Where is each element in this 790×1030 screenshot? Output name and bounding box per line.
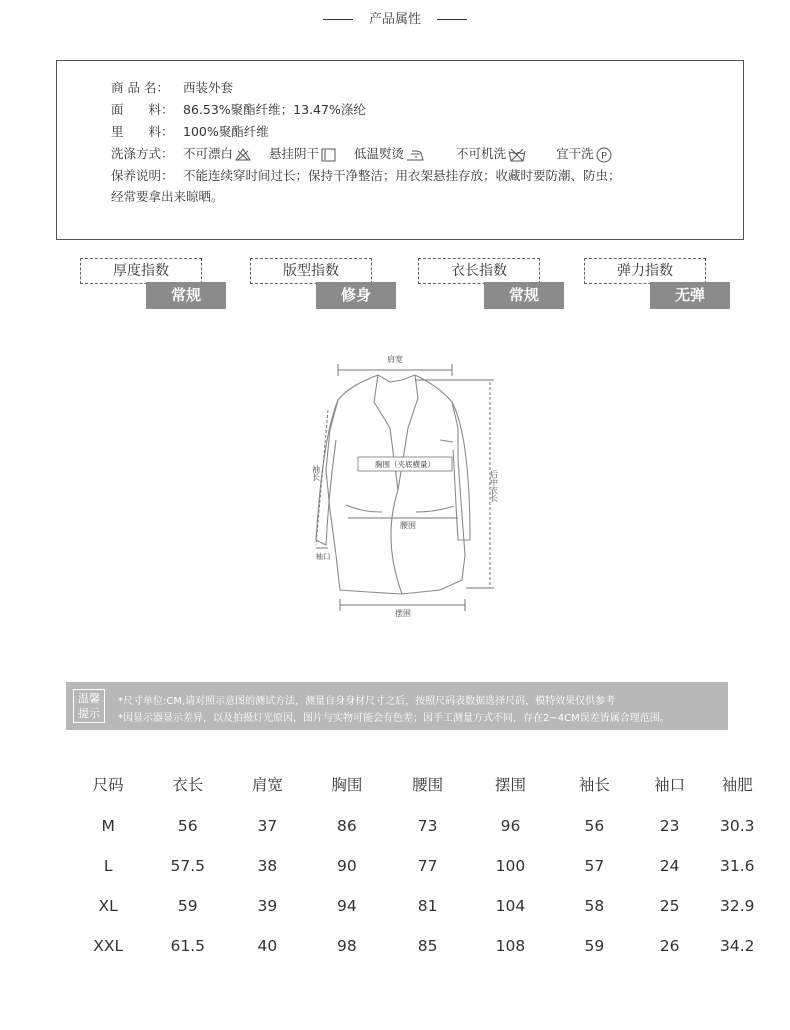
table-cell: 32.9	[720, 897, 755, 915]
size-row-xxl	[70, 926, 770, 966]
index-value: 修身	[316, 282, 396, 309]
table-cell: 59	[177, 897, 198, 915]
table-cell: 34.2	[720, 937, 755, 955]
hang-dry-icon	[321, 148, 336, 162]
attr-care-continued	[111, 187, 224, 207]
index-value: 常规	[146, 282, 226, 309]
table-cell: 81	[417, 897, 438, 915]
index-value: 无弹	[650, 282, 730, 309]
wash-item	[556, 144, 612, 164]
table-cell: 96	[500, 817, 521, 835]
size-row-l	[70, 846, 770, 886]
wash-item-text: 低温熨烫	[354, 146, 405, 161]
header-cell: 袖口	[654, 776, 686, 794]
table-cell: 86	[337, 817, 357, 835]
index-value: 常规	[484, 282, 564, 309]
attr-label: 商 品 名：	[111, 80, 169, 95]
wash-item	[183, 144, 251, 164]
table-cell: 39	[257, 897, 278, 915]
sleeve-label: 袖长	[311, 465, 321, 481]
attr-lining	[111, 122, 269, 142]
header-cell: 摆围	[494, 776, 526, 794]
size-table	[70, 762, 770, 966]
attr-shell-fabric	[111, 100, 366, 120]
attr-label: 保养说明：	[111, 168, 174, 183]
index-label: 厚度指数	[80, 258, 202, 284]
table-cell: 24	[659, 857, 680, 875]
table-cell: 25	[659, 897, 680, 915]
table-cell: 56	[177, 817, 198, 835]
table-cell: 94	[337, 897, 357, 915]
table-cell: 108	[495, 937, 526, 955]
table-cell: 26	[659, 937, 680, 955]
wash-item	[456, 144, 526, 164]
attr-value: 100%聚酯纤维	[183, 124, 269, 139]
table-cell: 90	[337, 857, 357, 875]
attr-wash-method	[111, 144, 630, 164]
header-cell: 胸围	[331, 776, 363, 794]
table-cell: 73	[417, 817, 438, 835]
tip-badge-bottom: 提示	[78, 707, 100, 720]
header-cell: 尺码	[92, 776, 124, 794]
garment-diagram	[290, 340, 520, 630]
attr-label: 里 料：	[111, 124, 174, 139]
low-iron-icon	[406, 149, 424, 161]
waist-label: 腰围	[400, 521, 416, 530]
table-cell: L	[103, 857, 113, 875]
index-length	[418, 258, 564, 314]
svg-text:P: P	[600, 150, 607, 162]
header-cell: 腰围	[412, 776, 444, 794]
header-cell: 袖长	[578, 776, 610, 794]
tip-line-2: *因显示器显示差异，以及拍摄灯光原因，图片与实物可能会有色差；因手工测量方式不同，存在2~4CM误差皆属合理范围。	[118, 713, 670, 724]
attr-label: 面 料：	[111, 102, 174, 117]
table-cell: 104	[495, 897, 526, 915]
size-table-header	[70, 762, 770, 806]
wash-item-text: 宜干洗	[556, 146, 594, 161]
attr-value: 经常要拿出来晾晒。	[111, 189, 224, 204]
tip-badge	[73, 689, 105, 723]
table-cell: 77	[417, 857, 438, 875]
section-title-text: 产品属性	[368, 12, 421, 27]
table-cell: 85	[417, 937, 438, 955]
index-label: 弹力指数	[584, 258, 706, 284]
section-title	[0, 8, 790, 27]
shoulder-label: 肩宽	[387, 355, 403, 364]
tip-line-1: *尺寸单位:CM,请对照示意图的测试方法，测量自身身材尺寸之后，按照尺码表数据选择尺码，模特效果仅供参考	[118, 696, 616, 707]
no-bleach-icon	[235, 148, 251, 161]
index-label: 衣长指数	[418, 258, 540, 284]
table-cell: 59	[584, 937, 605, 955]
table-cell: 57.5	[170, 857, 205, 875]
table-cell: 23	[659, 817, 680, 835]
attr-care-instructions	[111, 166, 621, 186]
index-label: 版型指数	[250, 258, 372, 284]
tip-bar	[66, 682, 728, 730]
jacket-outline	[316, 375, 470, 594]
size-row-m	[70, 806, 770, 846]
header-cell: 衣长	[172, 776, 204, 794]
index-elasticity	[584, 258, 730, 314]
table-cell: 31.6	[720, 857, 755, 875]
wash-item-text: 不可漂白	[183, 146, 234, 161]
table-cell: 56	[584, 817, 605, 835]
wash-item	[354, 144, 424, 164]
header-cell: 肩宽	[251, 776, 283, 794]
wash-item	[269, 144, 336, 164]
table-cell: 37	[257, 817, 278, 835]
table-cell: 58	[584, 897, 605, 915]
table-cell: 61.5	[170, 937, 205, 955]
attr-value: 86.53%聚酯纤维；13.47%涤纶	[183, 102, 366, 117]
attr-value: 不能连续穿时间过长；保持干净整洁；用衣架悬挂存放；收藏时要防潮、防虫；	[183, 168, 621, 183]
table-cell: 57	[584, 857, 605, 875]
shoulder-measure	[338, 364, 452, 376]
attributes-box	[56, 60, 744, 240]
size-row-xl	[70, 886, 770, 926]
hem-label: 摆围	[395, 609, 411, 618]
back-length-label: 后中衣长	[489, 470, 499, 502]
attr-value: 西装外套	[183, 80, 234, 95]
title-divider-left	[323, 19, 353, 20]
wash-item-text: 悬挂阴干	[269, 146, 320, 161]
table-cell: 98	[337, 937, 357, 955]
attr-label: 洗涤方式：	[111, 146, 174, 161]
table-cell: 40	[257, 937, 278, 955]
table-cell: 100	[495, 857, 526, 875]
wash-item-text: 不可机洗	[456, 146, 507, 161]
cuff-label: 袖口	[315, 552, 331, 561]
chest-label: 胸围（夹底横量）	[375, 460, 435, 469]
dry-clean-icon	[596, 147, 612, 163]
tip-badge-top: 温馨	[78, 692, 100, 705]
table-cell: XXL	[93, 937, 124, 955]
table-cell: 38	[257, 857, 278, 875]
table-cell: XL	[98, 897, 118, 915]
attr-product-name	[111, 78, 233, 98]
header-cell: 袖肥	[721, 776, 753, 794]
title-divider-right	[437, 19, 467, 20]
table-cell: 30.3	[720, 817, 755, 835]
index-thickness	[80, 258, 226, 314]
no-machine-wash-icon	[508, 148, 526, 162]
table-cell: M	[101, 817, 115, 835]
index-fit	[250, 258, 396, 314]
